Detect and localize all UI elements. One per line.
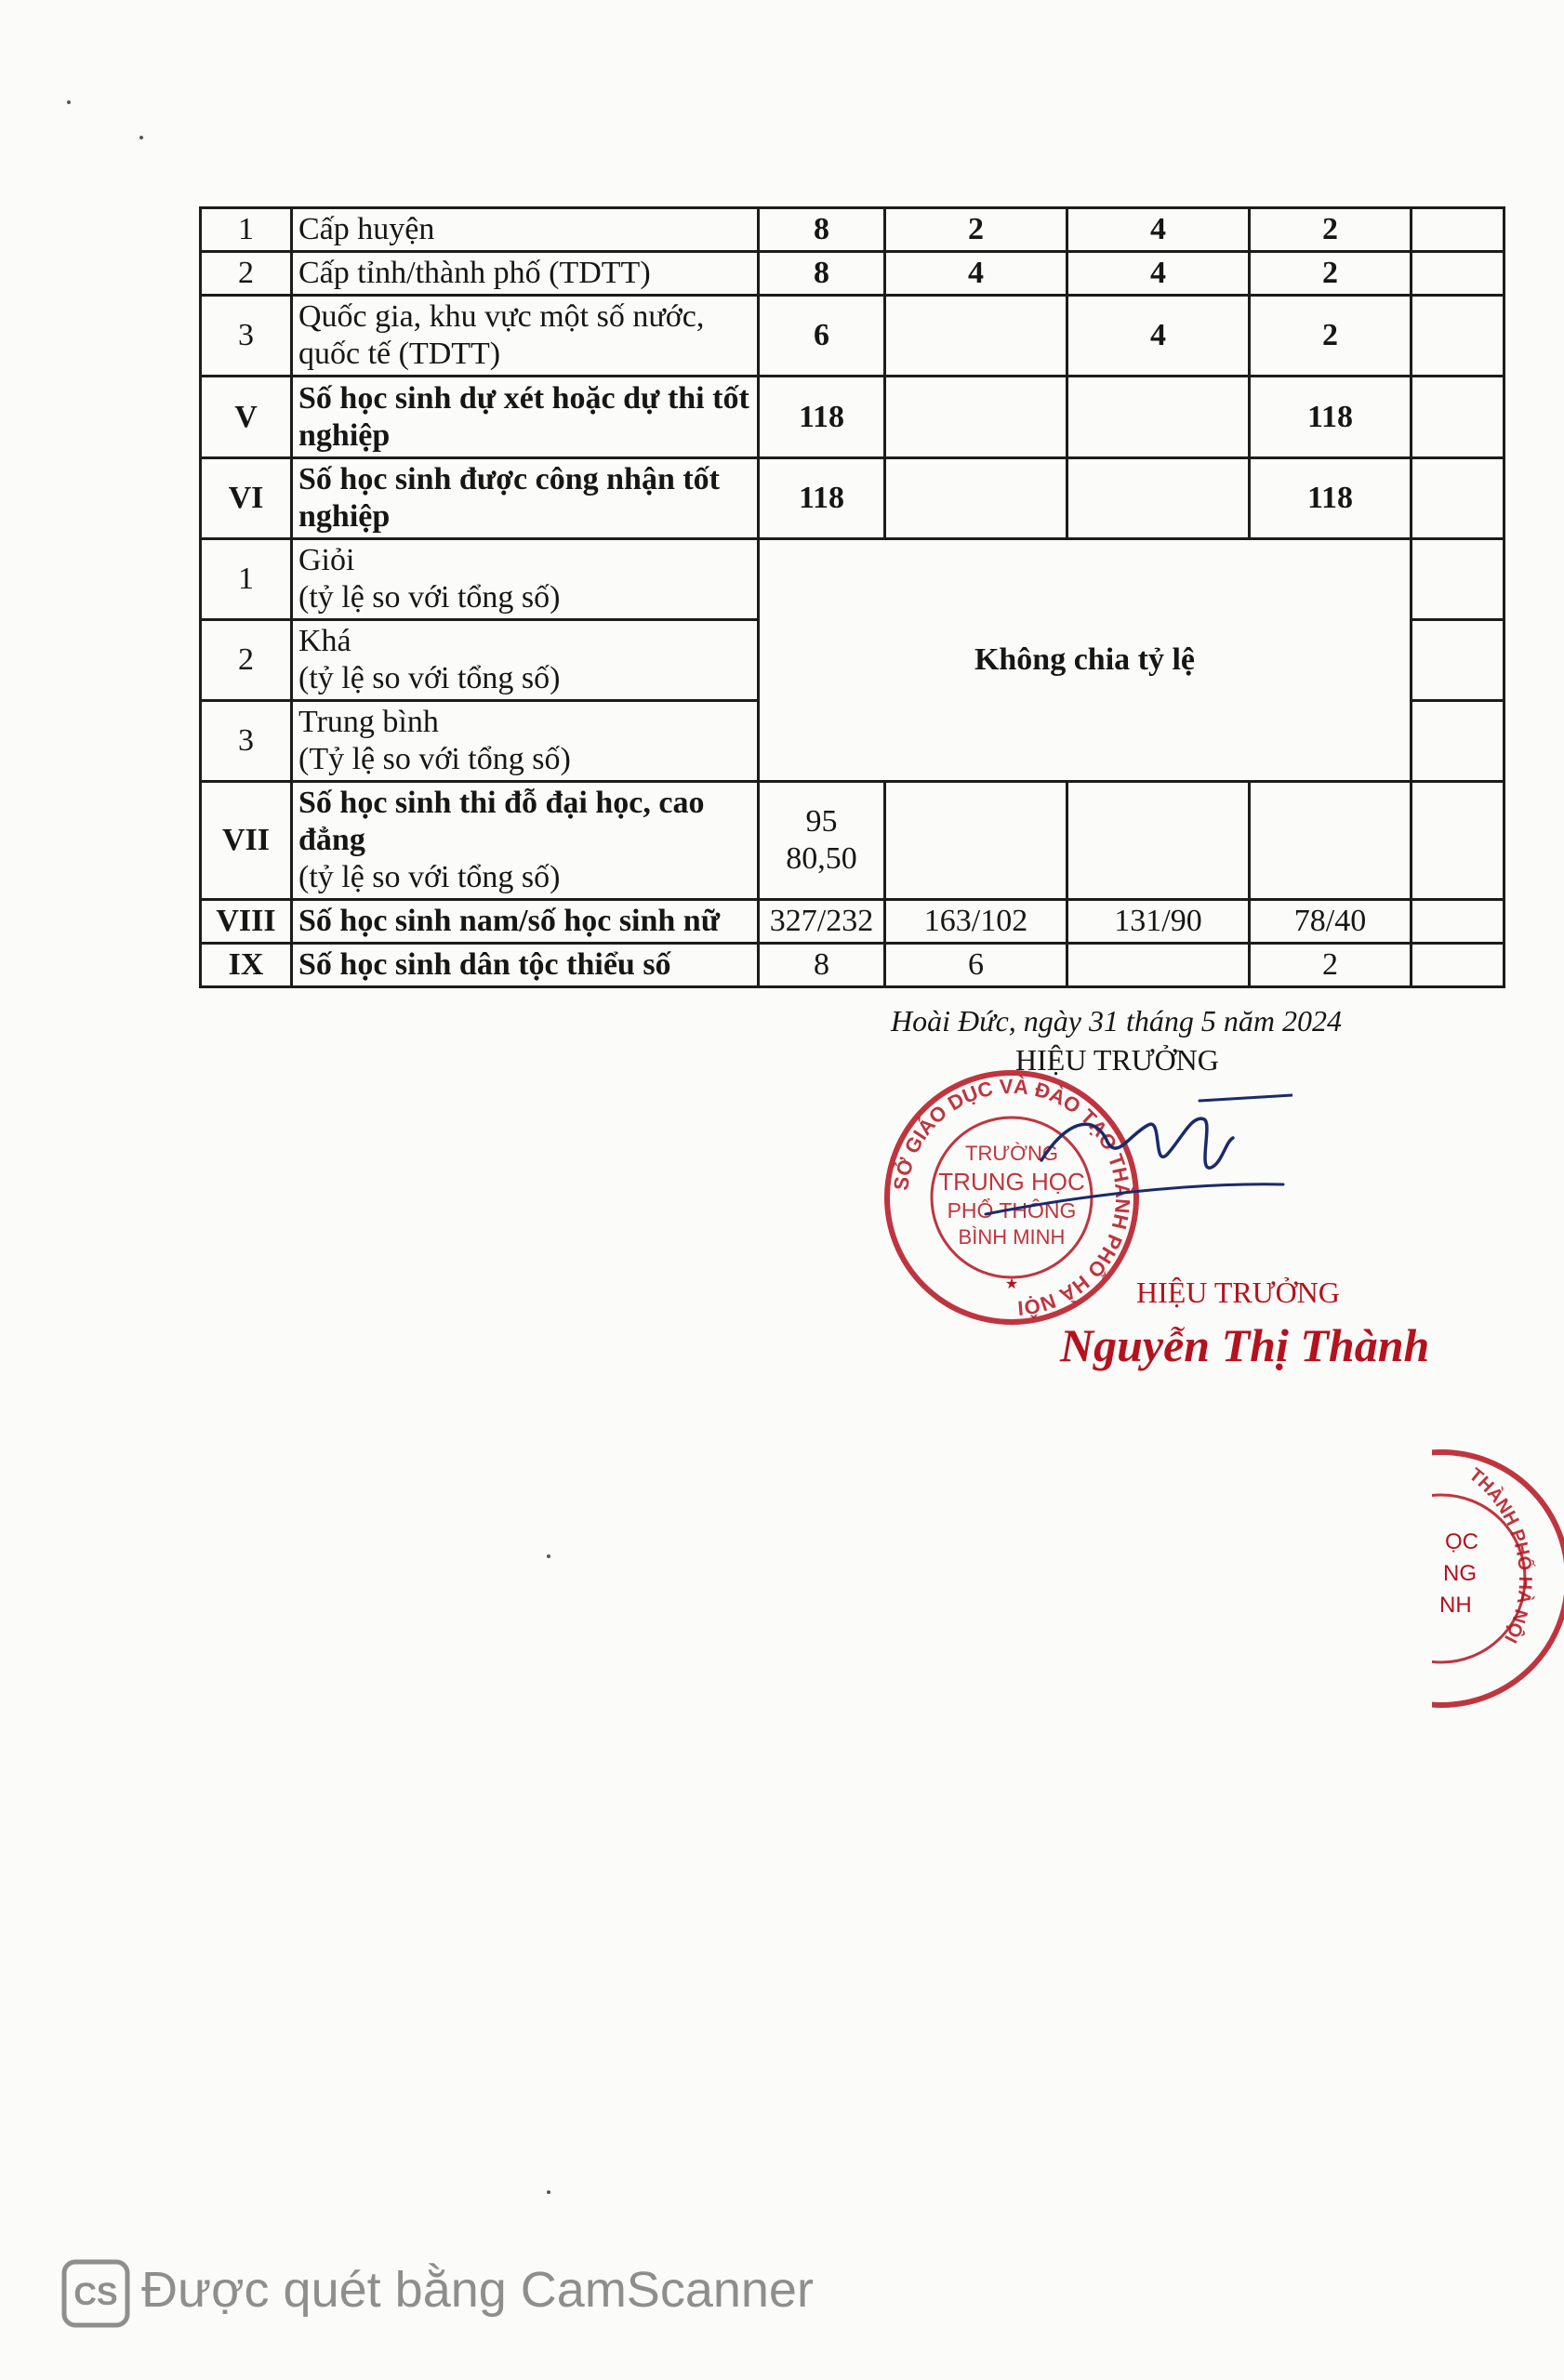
row-number: 3 <box>201 296 292 377</box>
date-line: Hoài Đức, ngày 31 tháng 5 năm 2024 <box>891 1004 1342 1038</box>
label-line: Trung bình <box>298 705 439 739</box>
cell-value: 6 <box>885 944 1067 987</box>
cell-value: 2 <box>1250 944 1412 987</box>
label-line: quốc tế (TDTT) <box>298 337 501 371</box>
value-percent: 80,50 <box>786 841 857 876</box>
row-label <box>292 620 759 701</box>
table-row <box>201 944 1504 987</box>
empty-cell <box>1412 252 1504 296</box>
cell-value: 8 <box>759 944 885 987</box>
cell-value: 2 <box>1250 296 1412 377</box>
partial-seal-ring-text: THÀNH PHỐ HÀ NỘI <box>1465 1464 1536 1646</box>
row-number: IX <box>201 944 292 987</box>
cell-value: 78/40 <box>1250 900 1412 944</box>
table-row <box>201 252 1504 296</box>
empty-cell <box>1412 782 1504 900</box>
partial-seal-line: ỌC <box>1445 1529 1478 1554</box>
row-label <box>292 701 759 782</box>
label-line: Giỏi <box>298 543 355 577</box>
row-label <box>292 377 759 458</box>
row-label: Số học sinh dân tộc thiểu số <box>292 944 759 987</box>
scan-speck <box>67 100 71 104</box>
label-line: (tỷ lệ so với tổng số) <box>298 580 561 615</box>
label-line: (tỷ lệ so với tổng số) <box>298 860 561 894</box>
partial-seal-line: NG <box>1443 1561 1477 1586</box>
label-line: Quốc gia, khu vực một số nước, <box>298 299 705 334</box>
table-row <box>201 900 1504 944</box>
label-line: nghiệp <box>298 417 391 453</box>
empty-cell <box>1412 208 1504 252</box>
cell-value <box>759 782 885 900</box>
handwritten-signature <box>976 1086 1292 1235</box>
row-label: Cấp tỉnh/thành phố (TDTT) <box>292 252 759 296</box>
principal-title-red: HIỆU TRƯỞNG <box>1136 1276 1340 1309</box>
label-line: (Tỷ lệ so với tổng số) <box>298 742 571 776</box>
row-number: VI <box>201 458 292 539</box>
table-row <box>201 782 1504 900</box>
empty-cell <box>885 782 1067 900</box>
partial-seal-stamp <box>1432 1439 1564 1718</box>
label-line: đẳng <box>298 823 365 857</box>
row-label <box>292 296 759 377</box>
seal-line: TRƯỜNG <box>965 1142 1058 1165</box>
cell-value: 4 <box>1067 296 1250 377</box>
label-line: nghiệp <box>298 499 391 534</box>
cell-value: 118 <box>1250 458 1412 539</box>
row-number: VII <box>201 782 292 900</box>
cell-value: 2 <box>885 208 1067 252</box>
seal-ring-text: SỞ GIÁO DỤC VÀ ĐÀO TẠO THÀNH PHỐ HÀ NỘI <box>889 1074 1135 1320</box>
seal-line: BÌNH MINH <box>958 1225 1066 1249</box>
row-label <box>292 539 759 620</box>
camscanner-logo-icon <box>61 2259 130 2328</box>
cell-value: 118 <box>759 458 885 539</box>
cell-value <box>1067 377 1250 458</box>
cell-value <box>885 296 1067 377</box>
partial-seal-line: NH <box>1439 1593 1472 1618</box>
scan-speck <box>139 136 143 139</box>
label-line: Số học sinh được công nhận tốt <box>298 462 721 496</box>
empty-cell <box>1412 944 1504 987</box>
table-row <box>201 296 1504 377</box>
cell-value: 327/232 <box>759 900 885 944</box>
empty-cell <box>1250 782 1412 900</box>
svg-text:THÀNH PHỐ HÀ NỘI <box>1465 1464 1537 1646</box>
cell-value: 6 <box>759 296 885 377</box>
table-row <box>201 458 1504 539</box>
cell-value <box>885 458 1067 539</box>
principal-title: HIỆU TRƯỞNG <box>1015 1043 1219 1077</box>
camscanner-logo-text: CS <box>73 2277 118 2312</box>
empty-cell <box>1412 620 1504 701</box>
cell-value: 8 <box>759 208 885 252</box>
merged-cell: Không chia tỷ lệ <box>759 539 1412 782</box>
cell-value: 118 <box>1250 377 1412 458</box>
row-number: VIII <box>201 900 292 944</box>
cell-value: 2 <box>1250 252 1412 296</box>
seal-line: TRUNG HỌC <box>938 1168 1085 1196</box>
empty-cell <box>1067 782 1250 900</box>
cell-value: 8 <box>759 252 885 296</box>
seal-line: PHỔ THÔNG <box>947 1198 1077 1223</box>
label-line: Khá <box>298 624 351 658</box>
cell-value: 4 <box>1067 208 1250 252</box>
value-count: 95 <box>805 804 838 839</box>
row-number: 2 <box>201 620 292 701</box>
scan-speck <box>547 1554 550 1558</box>
row-number: 3 <box>201 701 292 782</box>
row-label: Cấp huyện <box>292 208 759 252</box>
row-label <box>292 458 759 539</box>
cell-value: 118 <box>759 377 885 458</box>
star-icon: ★ <box>1004 1276 1019 1292</box>
table-row <box>201 377 1504 458</box>
scan-speck <box>547 2190 550 2194</box>
empty-cell <box>1412 458 1504 539</box>
scanner-watermark-text: Được quét bằng CamScanner <box>141 2262 814 2318</box>
label-line: (tỷ lệ so với tổng số) <box>298 661 561 695</box>
statistics-table <box>199 206 1505 988</box>
cell-value: 4 <box>1067 252 1250 296</box>
empty-cell <box>1412 701 1504 782</box>
empty-cell <box>1412 539 1504 620</box>
cell-value: 2 <box>1250 208 1412 252</box>
cell-value: 4 <box>885 252 1067 296</box>
row-label <box>292 782 759 900</box>
cell-value <box>1067 944 1250 987</box>
empty-cell <box>1412 296 1504 377</box>
cell-value <box>885 377 1067 458</box>
table-row <box>201 539 1504 620</box>
row-number: 1 <box>201 539 292 620</box>
empty-cell <box>1412 900 1504 944</box>
label-line: Số học sinh dự xét hoặc dự thi tốt <box>298 380 749 416</box>
cell-value <box>1067 458 1250 539</box>
table-row <box>201 208 1504 252</box>
signer-name: Nguyễn Thị Thành <box>1060 1319 1430 1371</box>
label-line: Số học sinh thi đỗ đại học, cao <box>298 786 705 820</box>
empty-cell <box>1412 377 1504 458</box>
cell-value: 163/102 <box>885 900 1067 944</box>
row-label: Số học sinh nam/số học sinh nữ <box>292 900 759 944</box>
row-number: 1 <box>201 208 292 252</box>
row-number: V <box>201 377 292 458</box>
row-number: 2 <box>201 252 292 296</box>
cell-value: 131/90 <box>1067 900 1250 944</box>
